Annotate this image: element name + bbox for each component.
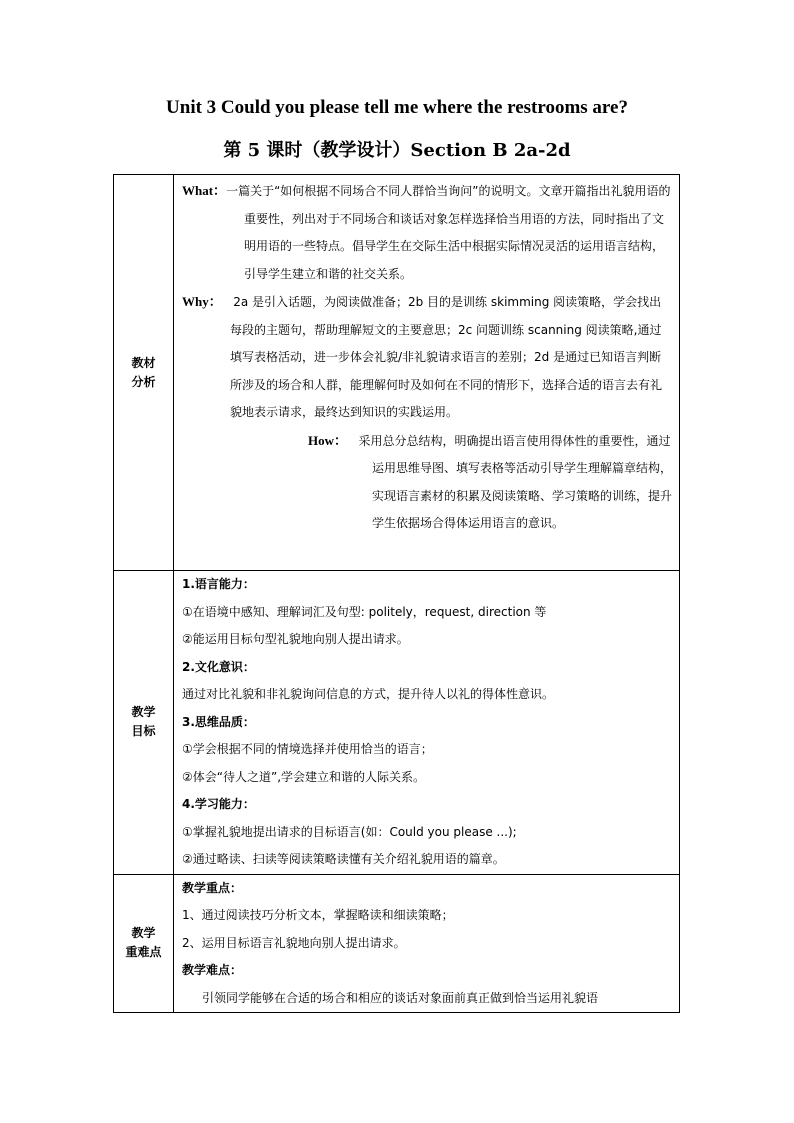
what-paragraph [182, 177, 673, 288]
row-label-line: 目标 [131, 724, 156, 739]
objective-item: ①掌握礼貌地提出请求的目标语言(如：Could you please ...); [182, 824, 517, 839]
section-heading: 教学难点： [182, 963, 243, 977]
table-row-key-difficult-points [114, 874, 680, 1013]
section-heading: 3.思维品质： [182, 714, 255, 729]
section-heading: 2.文化意识： [182, 659, 255, 674]
objective-item: ②体会“待人之道”,学会建立和谐的人际关系。 [182, 769, 426, 784]
section-heading: 教学重点： [182, 880, 243, 895]
row-label-line: 教材 [131, 355, 156, 370]
material-analysis-content [174, 175, 680, 571]
row-label-key-difficult-points [114, 874, 174, 1013]
page-subtitle: 第 5 课时（教学设计）Section B 2a-2d [223, 140, 571, 161]
difficult-point-item: 引领同学能够在合适的场合和相应的谈话对象面前真正做到恰当运用礼貌语 [202, 990, 599, 1005]
what-text: 一篇关于“如何根据不同场合不同人群恰当询问”的说明文。文章开篇指出礼貌用语的重要性，列出对于不同场合和谈话对象怎样选择恰当用语的方法，同时指出了文明用语的一些特点。倡导学生在交际生活中根据实际情况灵活的运用语言结构，引导学生建立和谐的社交关系。 [226, 184, 671, 281]
section-heading: 1.语言能力： [182, 577, 255, 591]
objective-item: ①在语境中感知、理解词汇及句型: politely，request, direction 等 [182, 604, 547, 619]
why-paragraph [182, 288, 673, 427]
row-label-line: 重难点 [125, 945, 162, 960]
objective-item: ②能运用目标句型礼貌地向别人提出请求。 [182, 632, 409, 646]
how-text: 采用总分总结构，明确提出语言使用得体性的重要性，通过运用思维导图、填写表格等活动引导学生理解篇章结构，实现语言素材的积累及阅读策略、学习策略的训练，提升学生依据场合得体运用语言的意识。 [358, 433, 673, 530]
how-key: How： [308, 432, 348, 448]
lesson-plan-table [113, 174, 680, 1013]
section-heading: 4.学习能力： [182, 797, 255, 811]
what-key: What： [182, 183, 227, 198]
how-paragraph [182, 427, 673, 538]
teaching-objectives-content [174, 571, 680, 875]
row-label-line: 教学 [131, 926, 156, 941]
page-title: Unit 3 Could you please tell me where the restrooms are? [166, 97, 628, 118]
row-label-material-analysis [114, 175, 174, 571]
objective-item: ①学会根据不同的情境选择并使用恰当的语言； [182, 742, 433, 756]
objective-item: ②通过略读、扫读等阅读策略读懂有关介绍礼貌用语的篇章。 [182, 852, 505, 866]
table-row-teaching-objectives [114, 571, 680, 875]
row-label-line: 分析 [131, 374, 156, 389]
why-text: 2a 是引入话题，为阅读做准备；2b 目的是训练 skimming 阅读策略，学会找出每段的主题句，帮助理解短文的主要意思；2c 问题训练 scanning 阅读策略,通过填写表格活动，进一步体会礼貌/非礼貌请求语言的差别；2d 是通过已知语言判断所涉及的场合和人群，能理解何时及如何在不同的情形下，选择合适的语言去有礼貌地表示请求，最终达到知识的实践运用。 [230, 295, 663, 419]
why-key: Why： [182, 294, 222, 309]
row-label-teaching-objectives [114, 571, 174, 875]
key-difficult-points-content [174, 874, 680, 1013]
row-label-line: 教学 [131, 705, 156, 720]
key-point-item: 2、运用目标语言礼貌地向别人提出请求。 [182, 935, 406, 950]
table-row-material-analysis [114, 175, 680, 571]
key-point-item: 1、通过阅读技巧分析文本，掌握略读和细读策略； [182, 908, 454, 922]
objective-item: 通过对比礼貌和非礼貌询问信息的方式，提升待人以礼的得体性意识。 [182, 687, 555, 701]
